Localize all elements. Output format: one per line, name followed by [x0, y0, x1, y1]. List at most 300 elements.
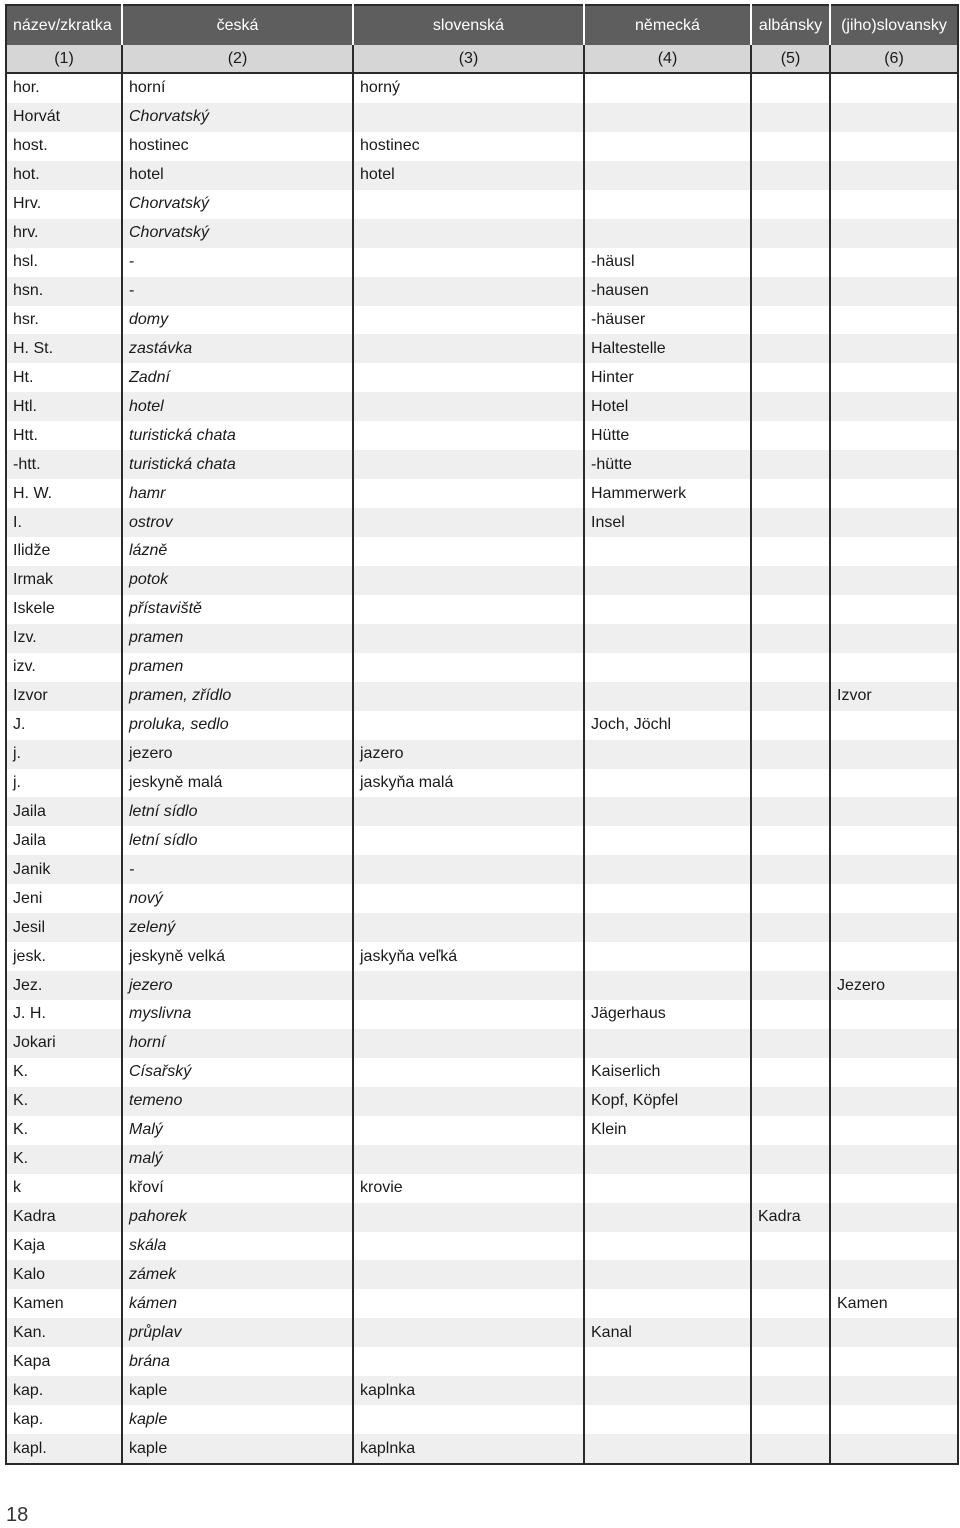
table-row: [6, 1318, 958, 1347]
czech-cell: horní: [122, 73, 353, 103]
south-slavic-cell: [830, 595, 958, 624]
german-cell: [584, 624, 751, 653]
german-cell: Kaiserlich: [584, 1058, 751, 1087]
german-cell: [584, 682, 751, 711]
abbreviation-cell: jesk.: [13, 947, 46, 965]
czech-cell: hotel: [122, 161, 353, 190]
table-row: [6, 421, 958, 450]
abbreviation-cell: Kadra: [6, 1203, 122, 1232]
albanian-cell: [751, 595, 830, 624]
czech-cell: malý: [122, 1145, 353, 1174]
german-cell: [584, 73, 751, 103]
german-cell: [584, 595, 751, 624]
slovak-cell: [353, 1318, 584, 1347]
table-row: [6, 479, 958, 508]
czech-cell: zelený: [122, 913, 353, 942]
abbreviation-cell: hsl.: [13, 253, 38, 271]
slovak-cell: [353, 537, 584, 566]
german-cell: [584, 855, 751, 884]
czech-cell: kámen: [122, 1289, 353, 1318]
table-row: [6, 1116, 958, 1145]
albanian-cell: [751, 479, 830, 508]
slovak-cell: jazero: [353, 740, 584, 769]
slovak-cell: krovie: [353, 1174, 584, 1203]
slovak-cell: [353, 1203, 584, 1232]
south-slavic-cell: [830, 1405, 958, 1434]
czech-cell: kaple: [122, 1376, 353, 1405]
slovak-cell: [353, 1087, 584, 1116]
abbreviation-cell: hsn.: [6, 277, 122, 306]
abbreviation-table: [5, 4, 959, 1465]
south-slavic-cell: Izvor: [830, 682, 958, 711]
czech-cell: křoví: [122, 1174, 353, 1203]
czech-cell: jezero: [122, 971, 353, 1000]
table-row: [6, 334, 958, 363]
abbreviation-cell: I.: [6, 508, 122, 537]
table-row: [6, 595, 958, 624]
slovak-cell: [353, 421, 584, 450]
german-cell: Klein: [584, 1116, 751, 1145]
czech-cell: letní sídlo: [122, 826, 353, 855]
czech-cell: letní sídlo: [122, 797, 353, 826]
slovak-cell: [353, 884, 584, 913]
south-slavic-cell: [830, 855, 958, 884]
south-slavic-cell: Kamen: [830, 1289, 958, 1318]
abbreviation-cell: Jeni: [13, 889, 43, 907]
german-cell: [584, 653, 751, 682]
abbreviation-cell: hsr.: [13, 310, 39, 328]
south-slavic-cell: [830, 1174, 958, 1203]
abbreviation-cell: H. St.: [6, 334, 122, 363]
albanian-cell: [751, 421, 830, 450]
german-cell: [584, 797, 751, 826]
south-slavic-cell: [830, 421, 958, 450]
german-cell: [584, 1405, 751, 1434]
table-row: [6, 1232, 958, 1261]
german-cell: [584, 1376, 751, 1405]
abbreviation-cell: Horvát: [6, 103, 122, 132]
slovak-cell: [353, 1260, 584, 1289]
abbreviation-cell: Iskele: [13, 600, 55, 618]
slovak-cell: [353, 508, 584, 537]
albanian-cell: [751, 248, 830, 277]
abbreviation-cell: kap.: [13, 1410, 44, 1428]
south-slavic-cell: [830, 1347, 958, 1376]
table-row: [6, 624, 958, 653]
albanian-cell: [751, 624, 830, 653]
south-slavic-cell: [830, 132, 958, 161]
german-cell: [584, 1289, 751, 1318]
south-slavic-cell: [830, 334, 958, 363]
slovak-cell: [353, 1289, 584, 1318]
south-slavic-cell: [830, 306, 958, 335]
table-row: [6, 826, 958, 855]
czech-cell: -: [122, 248, 353, 277]
german-cell: -häusl: [584, 248, 751, 277]
czech-cell: pramen: [122, 624, 353, 653]
column-number: (6): [830, 45, 958, 73]
german-cell: Haltestelle: [584, 334, 751, 363]
slovak-cell: [353, 479, 584, 508]
german-cell: [584, 566, 751, 595]
table-row: [6, 306, 958, 335]
slovak-cell: jaskyňa veľká: [353, 942, 584, 971]
abbreviation-cell: Ht.: [13, 368, 34, 386]
albanian-cell: [751, 508, 830, 537]
table-row: [6, 1376, 958, 1405]
slovak-cell: [353, 711, 584, 740]
slovak-cell: [353, 682, 584, 711]
german-cell: Hotel: [584, 392, 751, 421]
south-slavic-cell: [830, 711, 958, 740]
header-german: německá: [584, 5, 751, 45]
german-cell: [584, 1260, 751, 1289]
south-slavic-cell: [830, 219, 958, 248]
german-cell: [584, 1145, 751, 1174]
abbreviation-cell: Jaila: [13, 831, 46, 849]
table-row: [6, 797, 958, 826]
abbreviation-cell: kap.: [6, 1376, 122, 1405]
south-slavic-cell: [830, 392, 958, 421]
abbreviation-cell: izv.: [13, 658, 36, 676]
column-number: (2): [122, 45, 353, 73]
abbreviation-cell: Kamen: [13, 1294, 64, 1312]
albanian-cell: [751, 277, 830, 306]
albanian-cell: [751, 1087, 830, 1116]
table-row: [6, 248, 958, 277]
abbreviation-cell: Izv.: [6, 624, 122, 653]
czech-cell: kaple: [122, 1434, 353, 1464]
albanian-cell: [751, 566, 830, 595]
czech-cell: průplav: [122, 1318, 353, 1347]
slovak-cell: [353, 653, 584, 682]
abbreviation-cell: -htt.: [6, 450, 122, 479]
slovak-cell: [353, 797, 584, 826]
abbreviation-cell: Hrv.: [13, 195, 42, 213]
south-slavic-cell: [830, 1000, 958, 1029]
slovak-cell: [353, 363, 584, 392]
german-cell: [584, 1347, 751, 1376]
table-row: [6, 740, 958, 769]
slovak-cell: [353, 248, 584, 277]
slovak-cell: [353, 1029, 584, 1058]
slovak-cell: [353, 334, 584, 363]
south-slavic-cell: [830, 161, 958, 190]
abbreviation-cell: K.: [6, 1087, 122, 1116]
slovak-cell: jaskyňa malá: [353, 769, 584, 798]
south-slavic-cell: [830, 1376, 958, 1405]
czech-cell: pramen: [122, 653, 353, 682]
german-cell: [584, 537, 751, 566]
czech-cell: lázně: [122, 537, 353, 566]
abbreviation-cell: Izvor: [6, 682, 122, 711]
column-number: (3): [353, 45, 584, 73]
abbreviation-cell: Kan.: [6, 1318, 122, 1347]
german-cell: Hütte: [584, 421, 751, 450]
czech-cell: hamr: [122, 479, 353, 508]
albanian-cell: [751, 306, 830, 335]
albanian-cell: [751, 884, 830, 913]
albanian-cell: [751, 1000, 830, 1029]
czech-cell: hostinec: [122, 132, 353, 161]
slovak-cell: [353, 1347, 584, 1376]
south-slavic-cell: [830, 884, 958, 913]
table-row: [6, 73, 958, 103]
german-cell: Kopf, Köpfel: [584, 1087, 751, 1116]
slovak-cell: [353, 1405, 584, 1434]
south-slavic-cell: [830, 1318, 958, 1347]
albanian-cell: [751, 769, 830, 798]
albanian-cell: [751, 971, 830, 1000]
table-row: [6, 277, 958, 306]
german-cell: [584, 826, 751, 855]
column-number: (4): [584, 45, 751, 73]
column-number: (1): [6, 45, 122, 73]
albanian-cell: Kadra: [751, 1203, 830, 1232]
abbreviation-cell: H. W.: [13, 484, 53, 502]
czech-cell: turistická chata: [122, 421, 353, 450]
german-cell: [584, 132, 751, 161]
south-slavic-cell: [830, 1116, 958, 1145]
czech-cell: přístaviště: [122, 595, 353, 624]
slovak-cell: [353, 566, 584, 595]
albanian-cell: [751, 161, 830, 190]
header-abbreviation: název/zkratka: [6, 5, 122, 45]
german-cell: -hütte: [584, 450, 751, 479]
czech-cell: pramen, zřídlo: [122, 682, 353, 711]
south-slavic-cell: [830, 450, 958, 479]
abbreviation-cell: K.: [13, 1121, 29, 1139]
table-row: [6, 1029, 958, 1058]
czech-cell: myslivna: [122, 1000, 353, 1029]
german-cell: [584, 1174, 751, 1203]
table-row: [6, 855, 958, 884]
albanian-cell: [751, 1260, 830, 1289]
table-row: [6, 769, 958, 798]
abbreviation-cell: Kaja: [13, 1236, 46, 1254]
south-slavic-cell: [830, 103, 958, 132]
table-row: [6, 450, 958, 479]
table-row: [6, 1405, 958, 1434]
german-cell: [584, 1232, 751, 1261]
albanian-cell: [751, 1029, 830, 1058]
abbreviation-cell: hot.: [6, 161, 122, 190]
albanian-cell: [751, 1434, 830, 1464]
abbreviation-cell: Janik: [6, 855, 122, 884]
abbreviation-cell: Irmak: [6, 566, 122, 595]
albanian-cell: [751, 1116, 830, 1145]
slovak-cell: hotel: [353, 161, 584, 190]
czech-cell: horní: [122, 1029, 353, 1058]
table-row: [6, 1434, 958, 1464]
german-cell: [584, 1029, 751, 1058]
german-cell: Kanal: [584, 1318, 751, 1347]
german-cell: [584, 740, 751, 769]
south-slavic-cell: [830, 190, 958, 219]
abbreviation-cell: kapl.: [6, 1434, 122, 1464]
albanian-cell: [751, 942, 830, 971]
albanian-cell: [751, 363, 830, 392]
czech-cell: kaple: [122, 1405, 353, 1434]
table-row: [6, 1087, 958, 1116]
albanian-cell: [751, 1347, 830, 1376]
german-cell: Joch, Jöchl: [584, 711, 751, 740]
slovak-cell: [353, 306, 584, 335]
albanian-cell: [751, 797, 830, 826]
slovak-cell: [353, 103, 584, 132]
czech-cell: domy: [122, 306, 353, 335]
south-slavic-cell: [830, 913, 958, 942]
slovak-cell: [353, 913, 584, 942]
czech-cell: zastávka: [122, 334, 353, 363]
south-slavic-cell: [830, 797, 958, 826]
albanian-cell: [751, 1058, 830, 1087]
slovak-cell: [353, 1232, 584, 1261]
table-row: [6, 1058, 958, 1087]
slovak-cell: [353, 1000, 584, 1029]
albanian-cell: [751, 711, 830, 740]
slovak-cell: [353, 971, 584, 1000]
table-row: [6, 1260, 958, 1289]
slovak-cell: kaplnka: [353, 1376, 584, 1405]
table-row: [6, 392, 958, 421]
slovak-cell: [353, 826, 584, 855]
czech-cell: jeskyně velká: [122, 942, 353, 971]
albanian-cell: [751, 653, 830, 682]
czech-cell: ostrov: [122, 508, 353, 537]
south-slavic-cell: [830, 479, 958, 508]
german-cell: [584, 971, 751, 1000]
czech-cell: pahorek: [122, 1203, 353, 1232]
czech-cell: Chorvatský: [122, 103, 353, 132]
czech-cell: Císařský: [122, 1058, 353, 1087]
czech-cell: jeskyně malá: [122, 769, 353, 798]
czech-cell: turistická chata: [122, 450, 353, 479]
abbreviation-cell: Ilidže: [13, 542, 51, 560]
german-cell: Hammerwerk: [584, 479, 751, 508]
south-slavic-cell: [830, 1029, 958, 1058]
column-number-row: [6, 45, 958, 73]
south-slavic-cell: [830, 277, 958, 306]
table-row: [6, 1289, 958, 1318]
czech-cell: jezero: [122, 740, 353, 769]
german-cell: Jägerhaus: [584, 1000, 751, 1029]
south-slavic-cell: [830, 566, 958, 595]
german-cell: Hinter: [584, 363, 751, 392]
albanian-cell: [751, 73, 830, 103]
header-czech: česká: [122, 5, 353, 45]
albanian-cell: [751, 1232, 830, 1261]
table-row: [6, 1145, 958, 1174]
german-cell: [584, 942, 751, 971]
table-row: [6, 219, 958, 248]
czech-cell: -: [122, 855, 353, 884]
column-number: (5): [751, 45, 830, 73]
south-slavic-cell: Jezero: [830, 971, 958, 1000]
german-cell: -häuser: [584, 306, 751, 335]
header-slovak: slovenská: [353, 5, 584, 45]
german-cell: [584, 913, 751, 942]
abbreviation-cell: K.: [6, 1145, 122, 1174]
albanian-cell: [751, 826, 830, 855]
german-cell: [584, 103, 751, 132]
german-cell: [584, 769, 751, 798]
abbreviation-cell: Kapa: [13, 1352, 51, 1370]
south-slavic-cell: [830, 624, 958, 653]
abbreviation-cell: K.: [13, 1063, 29, 1081]
south-slavic-cell: [830, 826, 958, 855]
slovak-cell: hostinec: [353, 132, 584, 161]
albanian-cell: [751, 334, 830, 363]
czech-cell: brána: [122, 1347, 353, 1376]
slovak-cell: [353, 855, 584, 884]
table-row: [6, 190, 958, 219]
czech-cell: Zadní: [122, 363, 353, 392]
table-row: [6, 161, 958, 190]
south-slavic-cell: [830, 248, 958, 277]
page-number: 18: [6, 1504, 29, 1526]
albanian-cell: [751, 1318, 830, 1347]
header-south-slavic: (jiho)slovansky: [830, 5, 958, 45]
south-slavic-cell: [830, 942, 958, 971]
table-row: [6, 1203, 958, 1232]
south-slavic-cell: [830, 73, 958, 103]
slovak-cell: [353, 1058, 584, 1087]
abbreviation-cell: j.: [13, 773, 21, 791]
albanian-cell: [751, 219, 830, 248]
abbreviation-cell: Kalo: [6, 1260, 122, 1289]
czech-cell: Malý: [122, 1116, 353, 1145]
table-row: [6, 566, 958, 595]
south-slavic-cell: [830, 1232, 958, 1261]
german-cell: -hausen: [584, 277, 751, 306]
south-slavic-cell: [830, 1087, 958, 1116]
slovak-cell: [353, 219, 584, 248]
albanian-cell: [751, 913, 830, 942]
table-row: [6, 508, 958, 537]
abbreviation-cell: Htl.: [6, 392, 122, 421]
table-row: [6, 103, 958, 132]
czech-cell: Chorvatský: [122, 219, 353, 248]
slovak-cell: [353, 624, 584, 653]
albanian-cell: [751, 537, 830, 566]
albanian-cell: [751, 1174, 830, 1203]
albanian-cell: [751, 1289, 830, 1318]
abbreviation-cell: j.: [6, 740, 122, 769]
german-cell: Insel: [584, 508, 751, 537]
south-slavic-cell: [830, 508, 958, 537]
czech-cell: -: [122, 277, 353, 306]
abbreviation-cell: Jesil: [6, 913, 122, 942]
german-cell: [584, 884, 751, 913]
abbreviation-cell: hrv.: [6, 219, 122, 248]
german-cell: [584, 1203, 751, 1232]
czech-cell: skála: [122, 1232, 353, 1261]
south-slavic-cell: [830, 740, 958, 769]
abbreviation-cell: J.: [13, 716, 26, 734]
german-cell: [584, 190, 751, 219]
south-slavic-cell: [830, 769, 958, 798]
slovak-cell: [353, 450, 584, 479]
table-row: [6, 971, 958, 1000]
albanian-cell: [751, 450, 830, 479]
slovak-cell: [353, 277, 584, 306]
south-slavic-cell: [830, 653, 958, 682]
table-row: [6, 363, 958, 392]
slovak-cell: [353, 595, 584, 624]
table-row: [6, 132, 958, 161]
table-row: [6, 884, 958, 913]
